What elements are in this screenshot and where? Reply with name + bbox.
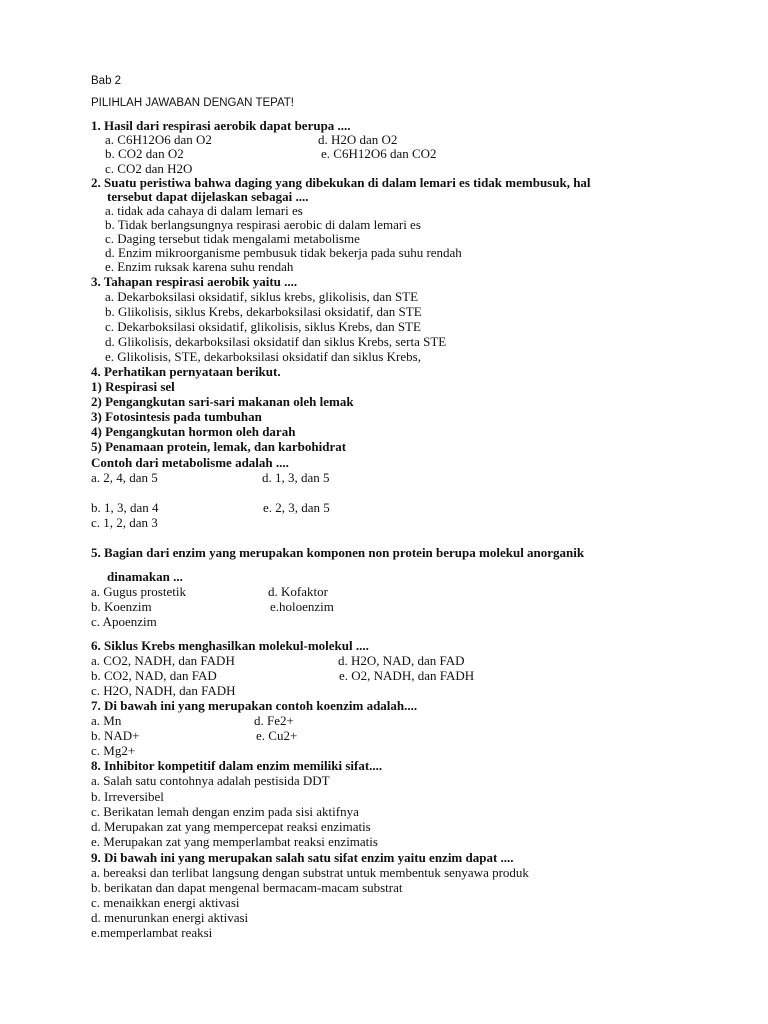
q2-option-a: a. tidak ada cahaya di dalam lemari es: [105, 203, 303, 218]
q8-option-e: e. Merupakan zat yang memperlambat reaksi enzimatis: [91, 834, 378, 849]
q4-prompt: Contoh dari metabolisme adalah ....: [91, 455, 289, 470]
q3-option-c: c. Dekarboksilasi oksidatif, glikolisis, siklus Krebs, dan STE: [105, 319, 421, 334]
q6-option-d: d. H2O, NAD, dan FAD: [338, 653, 465, 668]
q9-option-a: a. bereaksi dan terlibat langsung dengan substrat untuk membentuk senyawa produk: [91, 865, 529, 880]
q7-option-b: b. NAD+: [91, 728, 140, 743]
q4-statement-3: 3) Fotosintesis pada tumbuhan: [91, 409, 262, 424]
q7-option-c: c. Mg2+: [91, 743, 136, 758]
question-2-line-1: 2. Suatu peristiwa bahwa daging yang dibekukan di dalam lemari es tidak membusuk, hal: [91, 175, 591, 190]
q1-option-e: e. C6H12O6 dan CO2: [321, 146, 437, 161]
q3-option-b: b. Glikolisis, siklus Krebs, dekarboksilasi oksidatif, dan STE: [105, 304, 422, 319]
q4-option-c: c. 1, 2, dan 3: [91, 515, 158, 530]
q2-option-d: d. Enzim mikroorganisme pembusuk tidak bekerja pada suhu rendah: [105, 245, 462, 260]
question-2-line-2: tersebut dapat dijelaskan sebagai ....: [107, 189, 309, 204]
q6-option-c: c. H2O, NADH, dan FADH: [91, 683, 236, 698]
q6-option-e: e. O2, NADH, dan FADH: [339, 668, 475, 683]
q6-option-a: a. CO2, NADH, dan FADH: [91, 653, 235, 668]
q5-option-d: d. Kofaktor: [268, 584, 328, 599]
q4-option-d: d. 1, 3, dan 5: [262, 470, 330, 485]
q8-option-a: a. Salah satu contohnya adalah pestisida DDT: [91, 773, 330, 788]
q4-statement-5: 5) Penamaan protein, lemak, dan karbohidrat: [91, 439, 347, 454]
q9-option-d: d. menurunkan energi aktivasi: [91, 910, 249, 925]
q9-option-c: c. menaikkan energi aktivasi: [91, 895, 240, 910]
question-1: 1. Hasil dari respirasi aerobik dapat berupa ....: [91, 118, 351, 133]
q1-option-a: a. C6H12O6 dan O2: [105, 132, 212, 147]
q4-option-e: e. 2, 3, dan 5: [263, 500, 330, 515]
q9-option-e: e.memperlambat reaksi: [91, 925, 213, 940]
q3-option-a: a. Dekarboksilasi oksidatif, siklus krebs, glikolisis, dan STE: [105, 289, 419, 304]
q3-option-e: e. Glikolisis, STE, dekarboksilasi oksidatif dan siklus Krebs,: [105, 349, 421, 364]
question-8: 8. Inhibitor kompetitif dalam enzim memiliki sifat....: [91, 758, 383, 773]
q4-option-b: b. 1, 3, dan 4: [91, 500, 159, 515]
q5-option-a: a. Gugus prostetik: [91, 584, 186, 599]
q9-option-b: b. berikatan dan dapat mengenal bermacam-macam substrat: [91, 880, 403, 895]
question-5-line-2: dinamakan ...: [107, 569, 183, 584]
q1-option-b: b. CO2 dan O2: [105, 146, 184, 161]
question-9: 9. Di bawah ini yang merupakan salah satu sifat enzim yaitu enzim dapat ....: [91, 850, 514, 865]
question-3: 3. Tahapan respirasi aerobik yaitu ....: [91, 274, 298, 289]
question-6: 6. Siklus Krebs menghasilkan molekul-molekul ....: [91, 638, 369, 653]
q1-option-c: c. CO2 dan H2O: [105, 161, 193, 176]
q8-option-d: d. Merupakan zat yang mempercepat reaksi enzimatis: [91, 819, 371, 834]
q4-statement-1: 1) Respirasi sel: [91, 379, 175, 394]
q3-option-d: d. Glikolisis, dekarboksilasi oksidatif dan siklus Krebs, serta STE: [105, 334, 447, 349]
q2-option-e: e. Enzim ruksak karena suhu rendah: [105, 259, 294, 274]
q6-option-b: b. CO2, NAD, dan FAD: [91, 668, 217, 683]
q5-option-c: c. Apoenzim: [91, 614, 157, 629]
instruction-text: PILIHLAH JAWABAN DENGAN TEPAT!: [91, 97, 294, 109]
chapter-heading: Bab 2: [91, 75, 122, 87]
q4-option-a: a. 2, 4, dan 5: [91, 470, 158, 485]
q4-statement-2: 2) Pengangkutan sari-sari makanan oleh lemak: [91, 394, 354, 409]
q7-option-d: d. Fe2+: [254, 713, 294, 728]
q8-option-b: b. Irreversibel: [91, 789, 164, 804]
q5-option-e: e.holoenzim: [270, 599, 334, 614]
q2-option-b: b. Tidak berlangsungnya respirasi aerobic di dalam lemari es: [105, 217, 421, 232]
question-5-line-1: 5. Bagian dari enzim yang merupakan komponen non protein berupa molekul anorganik: [91, 545, 585, 560]
q2-option-c: c. Daging tersebut tidak mengalami metabolisme: [105, 231, 360, 246]
q1-option-d: d. H2O dan O2: [318, 132, 398, 147]
question-4: 4. Perhatikan pernyataan berikut.: [91, 364, 281, 379]
q7-option-a: a. Mn: [91, 713, 122, 728]
question-7: 7. Di bawah ini yang merupakan contoh koenzim adalah....: [91, 698, 418, 713]
q8-option-c: c. Berikatan lemah dengan enzim pada sisi aktifnya: [91, 804, 359, 819]
q4-statement-4: 4) Pengangkutan hormon oleh darah: [91, 424, 296, 439]
q7-option-e: e. Cu2+: [256, 728, 298, 743]
q5-option-b: b. Koenzim: [91, 599, 152, 614]
